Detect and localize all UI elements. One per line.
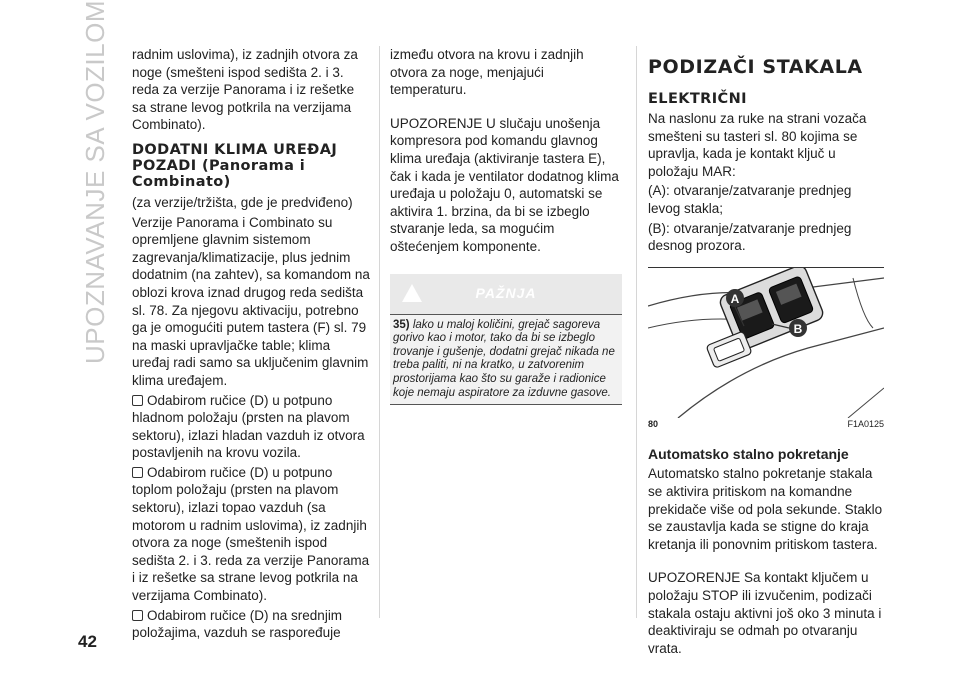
bullet-icon	[132, 467, 143, 478]
bullet-text: Odabirom ručice (D) u potpuno hladnom položaju (prsten na plavom sektoru), izlazi hladan vazduh iz otvora postavljenih na krovu vozila.	[132, 392, 365, 461]
column-divider	[379, 46, 380, 618]
side-section-title-text: UPOZNAVANJE SA VOZILOM	[80, 0, 110, 364]
paragraph: (A): otvaranje/zatvaranje prednjeg levog stakla;	[648, 183, 852, 216]
warning-label: PAŽNJA	[475, 284, 537, 301]
bullet-icon	[132, 610, 143, 621]
bullet-item	[132, 607, 370, 642]
warning-header	[390, 274, 622, 314]
bullet-text: Odabirom ručice (D) na srednjim položajima, vazduh se raspoređuje	[132, 607, 343, 641]
paragraph: UPOZORENJE Sa kontakt ključem u položaju STOP ili izvučenim, podizači stakala ostaju aktivni još oko 3 minuta i deaktiviraju se odmah po otvaranju vrata.	[648, 570, 882, 656]
callout-b-label: B	[793, 321, 803, 336]
paragraph: između otvora na krovu i zadnjih otvora za noge, menjajući temperaturu.	[390, 47, 584, 98]
side-section-title	[80, 0, 110, 364]
column-1	[132, 46, 370, 644]
callout-a-label: A	[730, 291, 740, 306]
paragraph: UPOZORENJE U slučaju unošenja kompresora pod komandu glavnog klima uređaja (aktiviranje tastera E), čak i kada je ventilator dodatnog klima uređaja u položaju 0, automatski se aktivira 1. brzina, da bi se izbeglo stvaranje leda, sa mogućim oštećenjem komponente.	[390, 115, 619, 254]
section-heading: DODATNI KLIMA UREĐAJ POZADI (Panorama i Combinato)	[132, 141, 338, 190]
bullet-icon	[132, 395, 143, 406]
figure-number: 80	[648, 419, 659, 430]
page-number: 42	[78, 632, 97, 651]
figure-80	[648, 267, 884, 436]
column-divider	[636, 46, 637, 618]
warning-number: 35)	[393, 318, 410, 331]
paragraph: Verzije Panorama i Combinato su opremljene glavnim sistemom zagrevanja/klimatizacije, plus jednim dodatnim (na zahtev), sa komandom na oblozi krova iznad drugog reda sedišta sl. 78. Za njegovu aktivaciju, potrebno ga je omogućiti putem tastera (F) sl. 79 na maski upravljačke table; klima uređaj radi samo sa uključenim glavnim klima uređajem.	[132, 214, 370, 388]
bullet-text: Odabirom ručice (D) u potpuno toplom položaju (prsten na plavom sektoru), izlazi topao vazduh (sa motorom u radnim uslovima), iz zadnjih otvora za noge (smeštenih ispod sedišta 2. i 3. reda za verzije Panorama i iz rešetke sa strane levog potkrila na verzijama Combinato).	[132, 464, 370, 604]
paragraph: (za verzije/tržišta, gde je predviđeno)	[132, 194, 353, 210]
paragraph: Na naslonu za ruke na strani vozača smešteni su tasteri sl. 80 kojima se upravlja, kada je kontakt ključ u položaju MAR:	[648, 111, 867, 179]
intro-paragraph: radnim uslovima), iz zadnjih otvora za noge (smešteni ispod sedišta 2. i 3. reda za verzije Panorama i iz rešetke sa strane levog potkrila na verzijama Combinato).	[132, 47, 358, 133]
column-2	[390, 46, 622, 405]
paragraph: Automatsko stalno pokretanje stakala se aktivira pritiskom na komandne prekidače više od pola sekunde. Staklo se zaustavlja kada se stigne do kraja kretanja ili ponovnim pritiskom tastera.	[648, 466, 883, 552]
window-switch-illustration	[648, 268, 884, 418]
warning-body	[390, 314, 622, 406]
figure-code: F1A0125	[847, 419, 884, 430]
section-subtitle: ELEKTRIČNI	[648, 91, 747, 107]
bullet-item	[132, 392, 370, 462]
warning-text: lako u maloj količini, grejač sagoreva gorivo kao i motor, tako da bi se izbeglo trovanje i gušenje, dodatni grejač nikada ne treba paliti, ni na kratko, u zatvorenim prostorijama kao što su garaže i radionice koje nemaju aspiratore za izduvne gasove.	[393, 318, 615, 399]
bullet-item	[132, 464, 370, 605]
section-title: PODIZAČI STAKALA	[648, 56, 863, 78]
paragraph: (B): otvaranje/zatvaranje prednjeg desnog prozora.	[648, 220, 852, 254]
column-3	[648, 46, 884, 659]
subheading: Automatsko stalno pokretanje	[648, 445, 849, 462]
